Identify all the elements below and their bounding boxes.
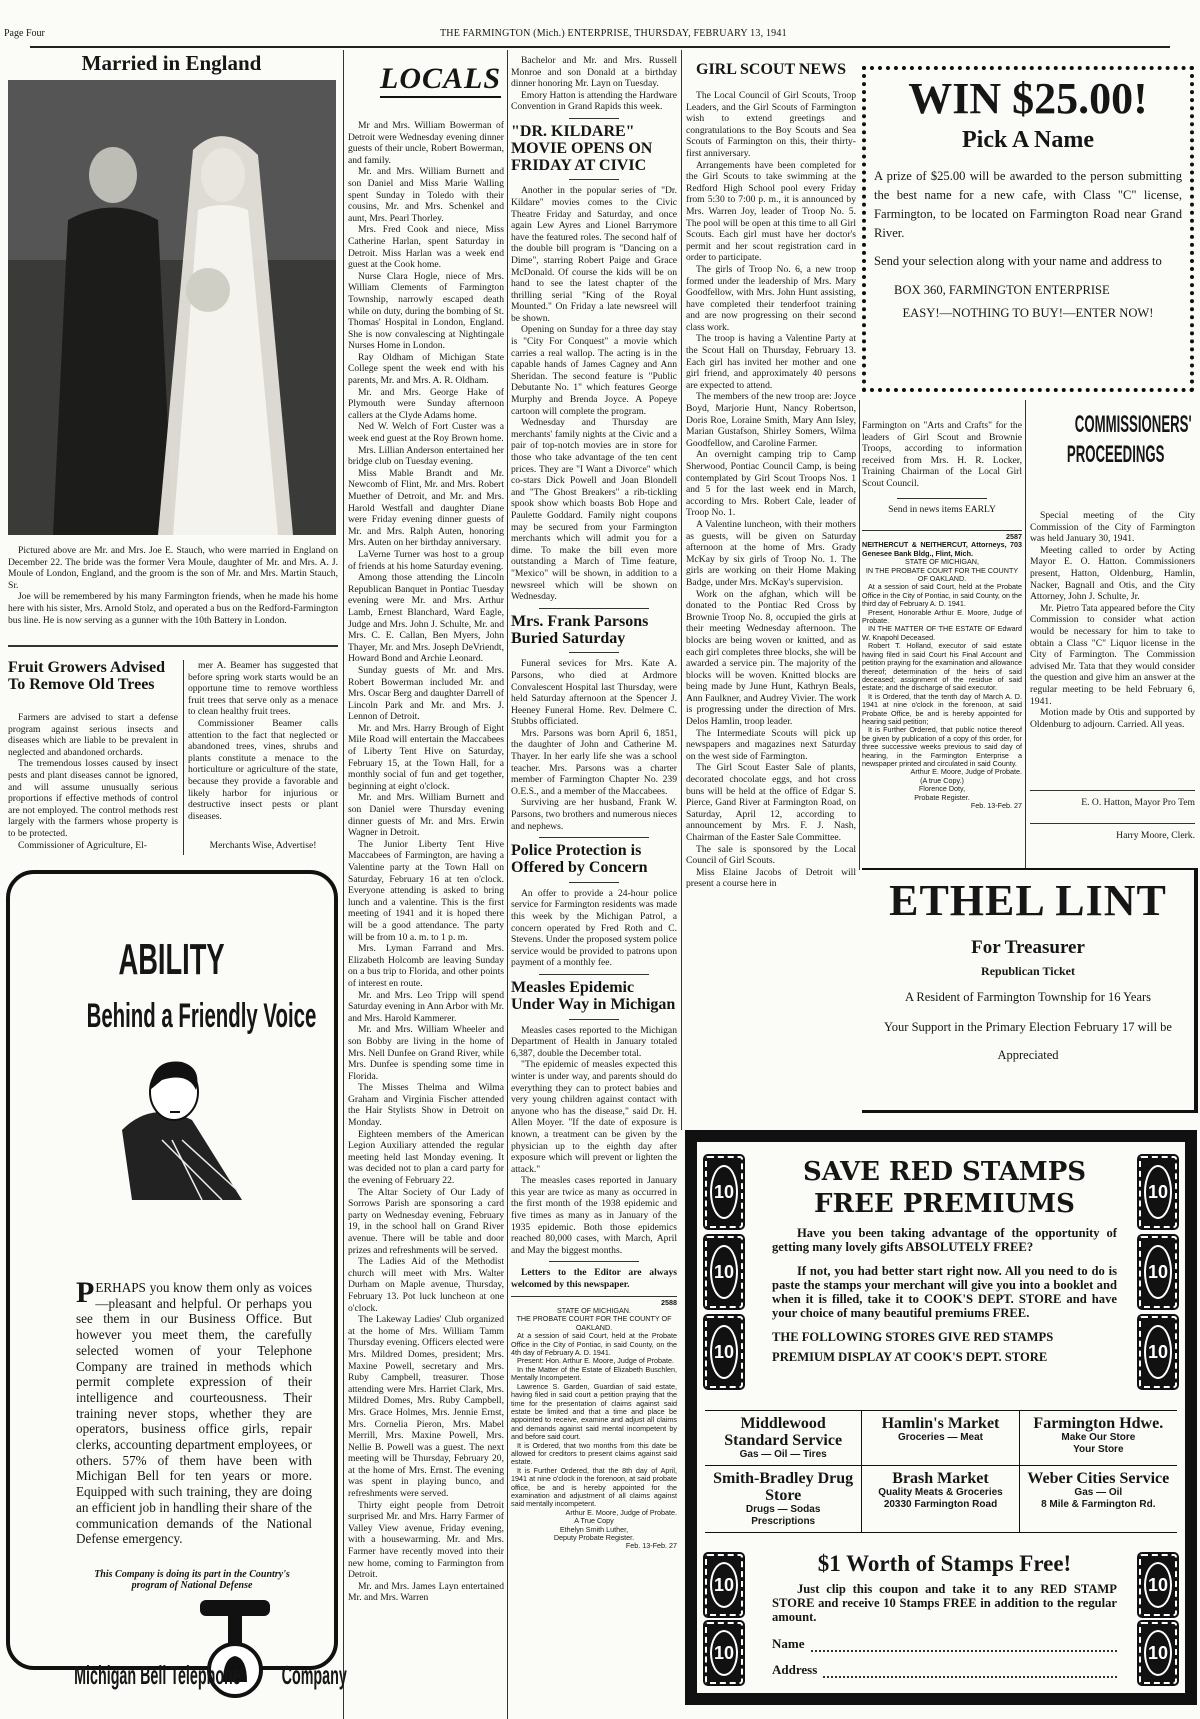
middle-column <box>511 55 677 1715</box>
stamp-value: 10 <box>1147 1181 1169 1202</box>
proceedings-headline: PROCEEDINGS <box>1066 441 1165 468</box>
store-description-2: 20330 Farmington Road <box>883 1499 998 1510</box>
win-ad-title: WIN $25.00! <box>908 74 1148 123</box>
stamps-ad-subtitle: FREE PREMIUMS <box>814 1189 1075 1219</box>
paragraph: Commissioner of Agriculture, El- <box>18 839 147 851</box>
stamps-ad-display-note: PREMIUM DISPLAY AT COOK'S DEPT. STORE <box>772 1350 1048 1364</box>
store-description: Drugs — Sodas <box>745 1504 821 1515</box>
paragraph: Funeral sevices for Mrs. Kate A. Parsons, who died at Ardmore Convalescent Hospital last Thursday, were held Saturday afternoon at the Spencer J. Heeney Funeral Home. Rev. Delmere C. Stubbs officiated. <box>511 658 677 728</box>
locals-continued <box>511 55 677 113</box>
paragraph: Emory Hatton is attending the Hardware Convention in Grand Rapids this week. <box>511 89 677 113</box>
girl-scout-column <box>686 90 856 1120</box>
letters-note: Letters to the Editor are always welcomed by this newspaper. <box>511 1267 677 1291</box>
paragraph: Mr. and Mrs. William Burnett and son Daniel were Thursday evening dinner guests of Mr. and Mrs. Erwin Wagner in Detroit. <box>348 792 504 839</box>
store-name: Middlewood Standard Service <box>724 1415 843 1449</box>
stamp-value: 10 <box>713 1642 735 1663</box>
stamp-value: 10 <box>1147 1261 1169 1282</box>
parsons-article <box>511 658 677 832</box>
trading-stamp-icon <box>1139 1156 1177 1228</box>
bell-ad <box>6 870 338 1670</box>
paragraph: The Misses Thelma and Wilma Graham and Virginia Fischer attended the Hair Stylists Show in Detroit on Monday. <box>348 1082 504 1129</box>
stamp-value: 10 <box>713 1341 735 1362</box>
page-number: Page Four <box>4 28 45 39</box>
candidate-residency: A Resident of Farmington Township for 16 Years <box>904 990 1152 1005</box>
store-listing <box>1020 1466 1177 1532</box>
paragraph: Robert T. Holland, executor of said estate having filed in said Court his Final Account and petition praying for the examination and allowance thereof; determination of the heirs of said deceased; assignment of the residue of said estate; and the discharge of said executor. <box>862 641 1022 693</box>
stamps-ad-title: SAVE RED STAMPS <box>802 1157 1087 1187</box>
signer-clerk: Harry Moore, Clerk. <box>1116 830 1195 841</box>
paragraph: Probate Register. <box>914 792 970 802</box>
coupon-title: $1 Worth of Stamps Free! <box>817 1551 1072 1576</box>
store-listing <box>705 1411 862 1466</box>
trading-stamp-icon <box>705 1156 743 1228</box>
paragraph: Present: Hon. Arthur E. Moore, Judge of Probate. <box>517 1356 675 1366</box>
paragraph: Sunday guests of Mr. and Mrs. Robert Bowerman included Mr. and Mrs. Oscar Berg and daughter Darrell of Lincoln Park and Mr. and Mrs. J. Lennon of Detroit. <box>348 664 504 723</box>
paragraph: STATE OF MICHIGAN. <box>556 1306 631 1316</box>
paragraph: Special meeting of the City Commission of the City of Farmington was held January 30, 1941. <box>1030 510 1195 545</box>
paragraph: Nurse Clara Hogle, niece of Mrs. William Clements of Farmington Township, narrowly escaped death while on duty, during the bombing of St. Thomas' Hospital in London, England. She is now convalescing at Nightingale Nurses Home in London. <box>348 270 504 352</box>
paragraph: Miss Elaine Jacobs of Detroit will present a course here in <box>686 866 856 890</box>
paragraph: Mr. and Mrs. Harry Brough of Eight Mile Road will entertain the Maccabees of Liberty Tent Hive on Saturday, February 15, at the Town Hall, for a monthly social of fun and get together, beginning at eight o'clock. <box>348 722 504 792</box>
locals-column <box>348 120 504 1716</box>
paragraph: Ray Oldham of Michigan State College spent the week end with his parents, Mr. and Mrs. A. R. Oldham. <box>348 351 504 387</box>
newspaper-title: THE FARMINGTON (Mich.) ENTERPRISE, THURSDAY, FEBRUARY 13, 1941 <box>440 28 787 39</box>
paragraph: Pictured above are Mr. and Mrs. Joe E. Stauch, who were married in England on December 22. The bride was the former Vera Moule, daughter of Mr. and Mrs. A. J. Moule of London, England, and the groom is the son of Mr. and Mrs. Martin Stauch, Sr. <box>8 545 338 591</box>
paragraph: Thirty eight people from Detroit surprised Mr. and Mrs. Harry Farmer of Valley View avenue, Friday evening, with a housewarming. Mr. and Mrs. Farmer have recently moved into their new home, coming to Farmington from Detroit. <box>348 1499 504 1581</box>
paragraph: It is Ordered, that two months from this date be allowed for creditors to present claims against said estate. <box>511 1440 677 1467</box>
candidate-appeal: Your Support in the Primary Election February 17 will be Appreciated <box>884 1020 1172 1063</box>
paragraph: The sale is sponsored by the Local Council of Girl Scouts. <box>686 843 856 867</box>
paragraph: The Girl Scout Easter Sale of plants, decorated chocolate eggs, and hot cross buns will be held at the office of Edgar S. Pierce, Gand River at Farmington Road, on Saturday, April 12, according to announcement by Mrs. F. J. Nash, Chairman of the Easter Sale Committee. <box>686 762 856 843</box>
paragraph: It is Further Ordered, that the 8th day of April, 1941 at nine o'clock in the forenoon, at said probate office, be and is hereby appointed for the examination and adjustment of all claims against said mentally incompetent. <box>511 1465 677 1509</box>
married-caption <box>8 545 338 626</box>
trading-stamp-icon <box>705 1622 743 1684</box>
parsons-headline: Mrs. Frank Parsons Buried Saturday <box>511 612 649 647</box>
paragraph: THE PROBATE COURT FOR THE COUNTY OF OAKLAND. <box>516 1314 672 1332</box>
paragraph: STATE OF MICHIGAN, <box>904 557 979 567</box>
paragraph: Lawrence S. Garden, Guardian of said estate, having filed in said court a petition praying that the time for the presentation of claims against said estate be limited and that a time and place be appointed to receive, examine and adjust all claims and demands against said mental incompetent by and before said court. <box>511 1381 677 1442</box>
stamp-column-right <box>1139 1156 1177 1388</box>
win-ad-address: BOX 360, FARMINGTON ENTERPRISE <box>894 283 1110 298</box>
paragraph: Among those attending the Lincoln Republican Banquet in Pontiac Tuesday evening were Mr. and Mrs. Arthur Lamb, Ernest Blanchard, Ward Eagle, Judge and Mrs. John J. Schulte, Mr. and Mrs. C. E. Callan, Ben Myers, John Thayer, Mr. and Mrs. Joseph DeVriendt, Howard Bond and Archie Leonard. <box>348 572 504 665</box>
paragraph: Mr. Pietro Tata appeared before the City Commission to consider what action would be necessary for him to take to obtain a Class "C" Liquor license in the City of Farmington. The Commission advised Mr. Tata that they would consider the question and give him an answer at the regular meeting to be held February 6, 1941. <box>1030 602 1195 707</box>
paragraph: It is Ordered, that the tenth day of March A. D. 1941 at nine o'clock in the forenoon, at said Probate Office, be and is hereby appointed for hearing said petition; <box>862 691 1022 726</box>
red-stamps-ad <box>685 1130 1197 1705</box>
stamp-value: 10 <box>1147 1341 1169 1362</box>
store-description: Groceries — Meat <box>897 1432 984 1443</box>
trading-stamp-icon <box>1139 1622 1177 1684</box>
operator-illustration <box>92 1050 252 1200</box>
win-ad-cta: EASY!—NOTHING TO BUY!—ENTER NOW! <box>902 306 1154 321</box>
paragraph: Present, Honorable Arthur E. Moore, Judge of Probate. <box>862 607 1022 626</box>
paragraph: Arrangements have been completed for the Girl Scouts to take swimming at the Redford High School pool every Friday from 5:30 to 7:00 p. m., it is announced by Mrs. Warren Joy, leader of Troop No. 5. The pool will be open at this time to all Girl Scouts. Each girl must have her doctor's permit and her scout registration card in order to participate. <box>686 159 856 264</box>
paragraph: IN THE MATTER OF THE ESTATE OF Edward W. Knapohl Deceased. <box>862 624 1022 642</box>
column-rule <box>507 50 508 1719</box>
paragraph: A True Copy <box>574 1516 614 1526</box>
column-rule <box>183 660 184 855</box>
paragraph: (A true Copy.) <box>920 775 964 785</box>
stamp-value: 10 <box>1147 1574 1169 1595</box>
stamp-value: 10 <box>713 1261 735 1282</box>
paragraph: At a session of said Court, held at the Probate Office in the City of Pontiac, in said County, on the third day of February A. D. 1941. <box>862 582 1022 609</box>
store-name: Hamlin's Market <box>881 1415 1000 1432</box>
paragraph: Mr. and Mrs. James Layn entertained Mr. and Mrs. Warren <box>348 1580 504 1604</box>
paragraph: The Ladies Aid of the Methodist church will meet with Mrs. Walter Durham on Maple avenue, Thursday, February 13. Pot luck luncheon at one o'clock. <box>348 1256 504 1314</box>
paragraph: Bachelor and Mr. and Mrs. Russell Monroe and son Donald at a birthday dinner honoring Mr. Layn on Tuesday. <box>511 55 677 90</box>
measles-headline: Measles Epidemic Under Way in Michigan <box>511 978 676 1013</box>
paragraph: Mr. and Mrs. Leo Tripp will spend Saturday evening in Ann Arbor with Mr. and Mrs. Harold Kammerer. <box>348 989 504 1024</box>
store-listing <box>705 1466 862 1532</box>
store-name: Weber Cities Service <box>1027 1470 1170 1487</box>
police-article <box>511 888 677 969</box>
paragraph: Mr and Mrs. William Bowerman of Detroit were Wednesday evening dinner guests of their uncle, Robert Bowerman, and family. <box>348 120 504 166</box>
girl-scout-headline: GIRL SCOUT NEWS <box>696 61 846 78</box>
paragraph: Florence Doty, <box>918 784 966 794</box>
bell-ad-tagline: This Company is doing its part in the Country's program of National Defense <box>94 1568 290 1591</box>
paragraph: In the Matter of the Estate of Elizabeth Buschlen, Mentally Incompetent. <box>511 1364 677 1383</box>
paragraph: Another in the popular series of "Dr. Kildare" movies comes to the Civic Theatre Friday and Saturday, and once again Lew Ayres and Lionel Barrymore have the featured roles. The second half of the double bill program is "Dancing on a Dime", starring Robert Paige and Grace McDonald. Of course the kids will be on hand to see the latest chapter of the thrilling serial "King of the Royal Mounted." On Friday a late newsreel will be shown. <box>511 185 677 324</box>
bell-ad-title: ABILITY <box>118 935 226 984</box>
fruit-article-col2 <box>188 660 338 822</box>
trading-stamp-icon <box>705 1316 743 1388</box>
win-ad-subtitle: Pick A Name <box>962 127 1094 154</box>
section-rule <box>8 645 338 647</box>
candidate-office: For Treasurer <box>971 937 1085 959</box>
kildare-headline: "DR. KILDARE" MOVIE OPENS ON FRIDAY AT CIVIC <box>511 122 653 174</box>
signer-mayor: E. O. Hatton, Mayor Pro Tem <box>1081 797 1195 808</box>
paragraph: "The epidemic of measles expected this winter is under way, and parents should do everything they can to protect babies and very young children against contact with anyone who has the disease," said Dr. H. Allen Moyer. "If the date of exposure is known, a treatment can be given by the physician up to the eighth day after exposure which will prevent or lighten the attack." <box>511 1059 677 1175</box>
candidate-party: Republican Ticket <box>981 964 1075 979</box>
store-description: Quality Meats & Groceries <box>878 1487 1003 1498</box>
bell-company-name: Michigan Bell Telephone <box>74 1660 241 1690</box>
store-name: Smith-Bradley Drug Store <box>713 1470 854 1504</box>
paragraph: Measles cases reported to the Michigan Department of Health in January totaled 6,387, double the December total. <box>511 1024 677 1059</box>
paragraph: Mrs. Lillian Anderson entertained her bridge club on Tuesday evening. <box>348 444 504 468</box>
paragraph: Mr. and Mrs. William Wheeler and son Bobby are living in the home of Mrs. Nell Dunfee on Grand River, while Mrs. Dunfee is spending some time in Florida. <box>348 1024 504 1082</box>
column-rule <box>859 400 860 870</box>
paragraph: The Local Council of Girl Scouts, Troop Leaders, and the Girl Scouts of Farmington wish to extend greetings and congratulations to the Boy Scouts and Sea Scouts of Farmington on this, their thirty-first anniversary. <box>686 90 856 159</box>
probate-notice-2588: 2588 STATE OF MICHIGAN. THE PROBATE COURT FOR THE COUNTY OF OAKLAND. At a session of said Court, held at the Probate Office in the City of Pontiac, in said County, on the 4th day of February A. D. 1941. Present: Hon. Arthur E. Moore, Judge of Probate. In the Matter of the Estate of Elizabeth Buschlen, Mentally Incompetent. Lawrence S. Garden, Guardian of said estate, having filed in said court a petition praying that the time for the presentation of claims against said estate be limited and that a time and place be appointed to receive, examine and adjust all claims and demands against said mental incompetent by and before said court. It is Ordered, that two months from this date be allowed for creditors to present claims against said estate. It is Further Ordered, that the 8th day of April, 1941 at nine o'clock in the forenoon, at said probate office, be and is hereby appointed for the examination and adjustment of all claims against said mentally incompetent. Arthur E. Moore, Judge of Probate. A True Copy Ethelyn Smith Luther, Deputy Probate Register. Feb. 13-Feb. 27 <box>511 1297 677 1551</box>
paragraph: Commissioner Beamer calls attention to the fact that neglected or abandoned trees, vines, shrubs and plants constitute a menace to the horticulture or agriculture of the state, because they provide a favorable and likely harbor for injurious or destructive insect pests or plant diseases. <box>188 717 338 822</box>
column-rule <box>1025 400 1026 870</box>
paragraph: Farmers are advised to start a defense program against serious insects and diseases which are liable to be prevalent in neglected and abandoned orchards. <box>8 712 178 758</box>
locals-masthead: LOCALS <box>380 62 501 98</box>
trading-stamp-icon <box>1139 1316 1177 1388</box>
stamps-ad-stores-heading: THE FOLLOWING STORES GIVE RED STAMPS <box>772 1330 1054 1344</box>
trading-stamp-icon <box>1139 1236 1177 1308</box>
stamps-ad-intro: Have you been taking advantage of the opportunity of getting many lovely gifts ABSOLUTELY FREE? <box>772 1226 1117 1254</box>
paragraph: It is Further Ordered, that public notice thereof be given by publication of a copy of this order, for three successive weeks previous to said day of hearing, in the Farmington Enterprise a newspaper printed and circulated in said County. <box>862 725 1022 768</box>
paragraph: The members of the new troop are: Joyce Boyd, Marjorie Hunt, Nancy Robertson, Doris Roe, Loraine Smith, Mary Ann Isley, Marian Gustafson, Shirley Somers, Wilma Goodfellow, and Caroline Farmer. <box>686 391 856 449</box>
bell-ad-body: ERHAPS you know them only as voices —pleasant and helpful. Or perhaps you see them in our Business Office. But however you meet them, the carefully selected women of your Telephone Company are trained in methods which permit complete expression of their intelligence and courteousness. Their training never stops, whether they are operators, business office girls, repair clerks, accounting department employees, or others. 57% of them have been with Michigan Bell for ten years or more. Equipped with such training, they are doing an efficient job in handling their share of the communication demands of the National Defense emergency. <box>76 1280 312 1547</box>
filler-text: Merchants Wise, Advertise! <box>209 840 317 851</box>
paragraph: The tremendous losses caused by insect pests and plant diseases cannot be ignored, and will assume unusually serious proportions if effective methods of control are not employed. The control methods rest largely with the farmers whose property is to be protected. <box>8 758 178 839</box>
participating-stores <box>705 1410 1177 1533</box>
paragraph: Wednesday and Thursday are merchants' family nights at the Civic and a pair of top-notch movies are in store for those who take advantage of the ten cent prices. They are "I Want a Divorce" which co-stars Dick Powell and Joan Blondell and "The Ghost Breakers" a rib-tickling spook show which boasts Bob Hope and Paulette Goddard. Family night coupons may be secured from your Farmington merchants which will admit you for a dime. To make the bill even more outstanding a March of Time feature, "Mexico" will be shown, in addition to a newsreel which will be shown on Wednesday. <box>511 417 677 603</box>
paragraph: The Junior Liberty Tent Hive Maccabees of Farmington, are having a Valentine party at the Town Hall on Saturday, February 16 at ten o'clock. Everyone attending is asked to bring lunch and a valentine. This is the first meeting of 1941 and it is hoped there will be a good attendance. The party will be from 10 a. m. to 1 p. m. <box>348 838 504 943</box>
paragraph: mer A. Beamer has suggested that before spring work starts would be an opportune time to remove worthless fruit trees that serve only as a menace to clean healthy fruit trees. <box>188 660 338 718</box>
wedding-photo <box>8 80 336 535</box>
win-ad-body: A prize of $25.00 will be awarded to the person submitting the best name for a new cafe, with Class "C" license, Farmington, to be located on Farmington Road near Grand River. <box>874 169 1182 241</box>
send-news-note: Send in news items EARLY <box>888 503 996 515</box>
ethel-lint-ad <box>862 868 1198 1113</box>
win-ad <box>862 66 1194 392</box>
paragraph: An offer to provide a 24-hour police service for Farmington residents was made this week by the Michigan Patrol, a concern operated by Fred Roth and C. Stevens. Under the proposed system police service would be provided to patrons upon payment of a monthly fee. <box>511 887 677 969</box>
store-description: Gas — Oil — Tires <box>739 1449 827 1460</box>
paragraph: Surviving are her husband, Frank W. Parsons, two brothers and numerous nieces and nephews. <box>511 797 677 832</box>
fruit-headline: Fruit Growers Advised To Remove Old Trees <box>8 659 166 693</box>
paragraph: LaVerne Turner was host to a group of friends at his home Saturday evening. <box>348 548 504 572</box>
commissioners-article <box>1030 510 1195 730</box>
column-rule <box>681 50 682 1130</box>
commissioners-headline: COMMISSIONERS' <box>1074 411 1192 438</box>
store-description-2: Prescriptions <box>751 1516 816 1527</box>
win-ad-instructions: Send your selection along with your name and address to <box>874 254 1162 269</box>
candidate-name: ETHEL LINT <box>889 876 1167 925</box>
kildare-article <box>511 185 677 602</box>
measles-article <box>511 1025 677 1257</box>
girl-scout-continued: Farmington on "Arts and Crafts" for the leaders of Girl Scout and Brownie Troops, according to information received from Mrs. H. R. Locker, Training Chairman of the Local Girl Scout Council. <box>862 420 1022 489</box>
paragraph: Deputy Probate Register. <box>553 1533 635 1543</box>
paragraph: Mrs. Fred Cook and niece, Miss Catherine Harlan, spent Saturday in Detroit. Miss Harlan was a week end guest at the Cook home. <box>348 224 504 271</box>
bell-ad-subtitle: Behind a Friendly Voice <box>86 997 317 1035</box>
paragraph: Mrs. Parsons was born April 6, 1851, the daughter of John and Catherine M. Thayer. In her early life she was a school teacher. Mrs. Parsons was a charter member of Farmington Chapter No. 239 O.E.S., and a member of the Maccabees. <box>511 727 677 797</box>
married-headline: Married in England <box>81 51 262 75</box>
paragraph: The Altar Society of Our Lady of Sorrows Parish are sponsoring a card party on Wednesday evening, February 19, in the school hall on Grand River avenue. There will be table and door prizes and refreshments will be served. <box>348 1186 504 1256</box>
store-listing <box>1020 1411 1177 1466</box>
paragraph: Joe will be remembered by his many Farmington friends, when he made his home here with his sister, Mrs. Arnold Stolz, and operated a bus on the Redford-Farmington bus line. He is now serving as a gunner with the 10th Battery in London. <box>8 591 339 626</box>
probate-notice-2587: 2587 NEITHERCUT & NEITHERCUT, Attorneys, 703 Genesee Bank Bldg., Flint, Mich. STATE OF MICHIGAN, IN THE PROBATE COURT FOR THE COUNTY OF OAKLAND. At a session of said Court, held at the Probate Office in the City of Pontiac, in said County, on the third day of February A. D. 1941. Present, Honorable Arthur E. Moore, Judge of Probate. IN THE MATTER OF THE ESTATE OF Edward W. Knapohl Deceased. Robert T. Holland, executor of said estate having filed in said Court his Final Account and petition praying for the examination and allowance thereof; determination of the heirs of said deceased; assignment of the residue of said estate; and the discharge of said executor. It is Ordered, that the tenth day of March A. D. 1941 at nine o'clock in the forenoon, at said Probate Office, be and is hereby appointed for hearing said petition; It is Further Ordered, that public notice thereof be given by publication of a copy of this order, for three successive weeks previous to said day of hearing, in the Farmington Enterprise a newspaper printed and circulated in said County. Arthur E. Moore, Judge of Probate. (A true Copy.) Florence Doty, Probate Register. Feb. 13-Feb. 27 <box>862 532 1022 810</box>
paragraph: Opening on Sunday for a three day stay is "City For Conquest" a movie which carries a real wallop. The acting is in the capable hands of James Cagney and Ann Sheridan. The second feature is "Public Debutante No. 1" which features George Murphy and Brenda Joyce. A Popeye cartoon will complete the program. <box>511 324 677 417</box>
paragraph: IN THE PROBATE COURT FOR THE COUNTY OF OAKLAND. <box>865 565 1019 584</box>
paragraph: The Lakeway Ladies' Club organized at the home of Mrs. William Tamm Thursday evening. Officers elected were Mrs. Mildred Domes, president; Mrs. Maxine Powell, secretary and Mrs. Ruby Campbell, treasurer. Those attending were Mrs. Harriet Clark, Mrs. Mildred Domes, Mrs. Ruby Campbell, Mrs. Grace Holmes, Mrs. Jennie Ernst, Mrs. Cornelia Pieron, Mrs. Mabel Merrill, Mrs. Maxine Powell, Mrs. Nellie B. Powell was a guest. The next meeting will be Thursday, February 20, at the home of Mrs. Ernst. The evening was spent in playing bunco, and refreshments were served. <box>348 1314 504 1500</box>
stamp-value: 10 <box>713 1574 735 1595</box>
store-listing <box>862 1466 1019 1532</box>
paragraph: Eighteen members of the American Legion Auxiliary attended the regular meeting held last Monday evening. It was decided not to plan a card party for the evening of February 22. <box>348 1128 504 1187</box>
paragraph: An overnight camping trip to Camp Sherwood, Pontiac Council Camp, is being contemplated by Girl Scout Troops Nos. 1 and 5 for the last week end in March, according to Mrs. Robert Cale, leader of Troop No. 1. <box>686 449 856 519</box>
coupon-name-field[interactable]: Name <box>772 1636 1117 1652</box>
masthead-rule <box>30 46 1170 48</box>
paragraph: The Intermediate Scouts will pick up newspapers and magazines next Saturday on the west side of Farmington. <box>686 727 856 762</box>
store-description: Gas — Oil <box>1074 1487 1123 1498</box>
trading-stamp-icon <box>1139 1554 1177 1616</box>
trading-stamp-icon <box>705 1236 743 1308</box>
bell-company-suffix: Company <box>281 1660 347 1690</box>
paragraph: Miss Mable Brandt and Mr. Newcomb of Flint, Mr. and Mrs. Robert Muether of Detroit, and Mr. and Mrs. Harold Westfall and daughter Diane were Friday evening dinner guests of Mr. and Mrs. Ralph Auten, honoring Mrs. Auten on her birthday anniversary. <box>348 467 504 549</box>
stamps-ad-instructions: If not, you had better start right now. All you need to do is paste the stamps your merchant will give you into a booklet and when it is filled, take it to COOK'S DEPT. STORE and have your choice of many beautiful premiums FREE. <box>772 1264 1117 1320</box>
paragraph: Meeting called to order by Acting Mayor E. O. Hatton. Commissioners present, Hatton, Oldenburg, Hamlin, Nacker, Bagnall and Otis, and the City Attorney, John J. Schulte, Jr. <box>1030 544 1195 603</box>
column-rule <box>343 50 344 1719</box>
stamp-column-left <box>705 1156 743 1388</box>
paragraph: Ethelyn Smith Luther, <box>559 1524 629 1534</box>
paragraph: Mrs. Lyman Farrand and Mrs. Elizabeth Holcomb are leaving Sunday on a bus trip to Florida, and other points of interest en route. <box>348 943 504 989</box>
stamp-coupon <box>772 1552 1117 1678</box>
trading-stamp-icon <box>705 1554 743 1616</box>
stamp-value: 10 <box>1147 1642 1169 1663</box>
paragraph: Mr. and Mrs. George Hake of Plymouth were Sunday afternoon callers at the Clyde Adams home. <box>348 386 504 421</box>
store-name: Brash Market <box>892 1470 989 1487</box>
store-listing <box>862 1411 1019 1466</box>
coupon-body: Just clip this coupon and take it to any RED STAMP STORE and receive 10 Stamps FREE in addition to the regular amount. <box>772 1582 1117 1625</box>
coupon-address-field[interactable]: Address <box>772 1662 1117 1678</box>
paragraph: Work on the afghan, which will be donated to the Pontiac Red Cross by Brownie Troop No. 8, occupied the girls at their meeting Wednesday afternoon. The blocks are being woven or knitted, and as each girl completes three blocks, she will be awarded a service pin. The majority of the blocks will be woven. Knitted blocks are being made by June Hunt, Kathryn Beals, Ann Faulkner, and Audrey Vivier. The work is progressing under the direction of Mrs. Delos Hamlin, troop leader. <box>686 588 856 728</box>
paragraph: A Valentine luncheon, with their mothers as guests, will be given on Saturday afternoon at the home of Mrs. Grady McKay by six girls of Troop No. 1. The girls are working on their Home Making Badge, under Mrs. McKay's supervision. <box>686 518 856 588</box>
police-headline: Police Protection is Offered by Concern <box>511 842 648 877</box>
paragraph: The measles cases reported in January this year are twice as many as occurred in the first month of the 1938 epidemic and five times as many as in January of the 1935 epidemic. Both those epidemics reached 80,000 cases, with March, April and May the biggest months. <box>511 1175 677 1256</box>
store-name: Farmington Hdwe. <box>1033 1415 1164 1432</box>
paragraph: At a session of said Court, held at the Probate Office in the City of Pontiac, in said County, on the 4th day of February A. D. 1941. <box>511 1331 677 1358</box>
stamp-value: 10 <box>713 1181 735 1202</box>
store-description: Make Our Store <box>1061 1432 1136 1443</box>
paragraph: Ned W. Welch of Fort Custer was a week end guest at the Roy Brown home. <box>348 421 504 445</box>
store-description-2: Your Store <box>1073 1444 1124 1455</box>
bell-ad-dropcap: P <box>76 1276 95 1309</box>
paragraph: Motion made by Otis and supported by Oldenburg to adjourn. Carried. All yeas. <box>1030 707 1195 730</box>
paragraph: The girls of Troop No. 6, a new troop formed under the leadership of Mrs. Mary Goodfellow, with Mrs. John Hunt assisting, have completed their tenderfoot training and are now progressing on their second class work. <box>686 263 856 333</box>
paragraph: The troop is having a Valentine Party at the Scout Hall on Thursday, February 13. Each girl has invited her mother and one girl friend, and approximately 40 persons are expected to attend. <box>686 333 856 391</box>
store-description-2: 8 Mile & Farmington Rd. <box>1041 1499 1156 1510</box>
fruit-article-col1 <box>8 712 178 851</box>
paragraph: Mr. and Mrs. William Burnett and son Daniel and Miss Marie Walling spent Sunday in Toledo with their cousins, Mr. and Mrs. Schenkel and aunt, Mrs. Pearl Thorley. <box>348 166 504 224</box>
